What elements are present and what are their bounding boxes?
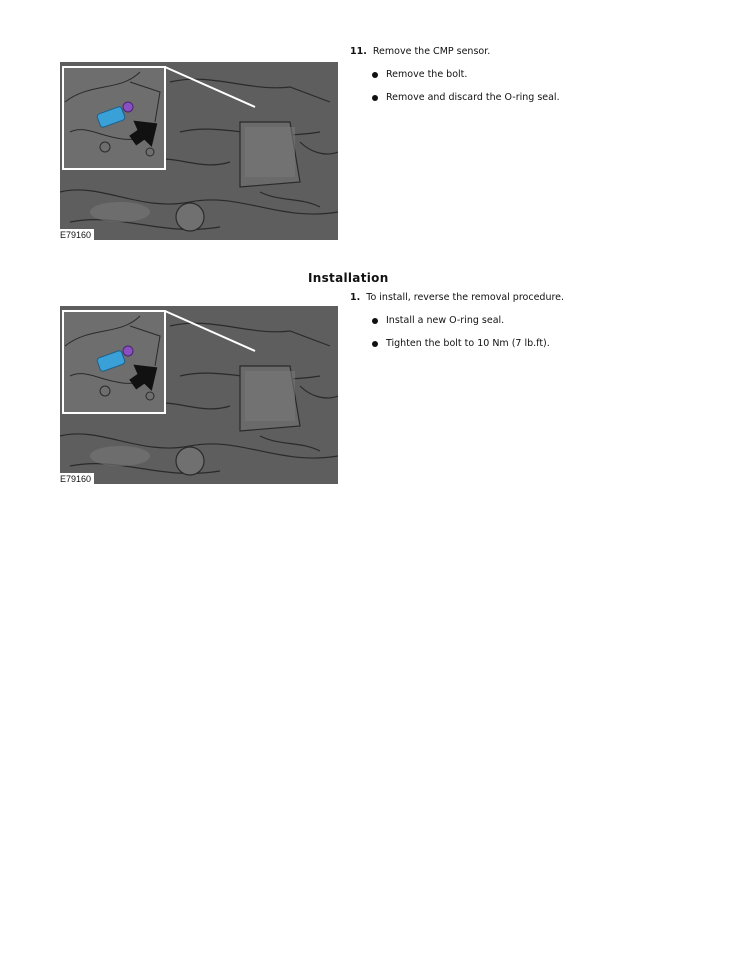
list-item: Tighten the bolt to 10 Nm (7 lb.ft). (372, 338, 550, 361)
step-number: 11. (350, 46, 367, 57)
installation-illustration (60, 306, 338, 484)
section-heading: Installation (308, 271, 389, 285)
list-item: Remove the bolt. (372, 69, 560, 92)
engine-drawing (60, 62, 338, 240)
engine-drawing (60, 306, 338, 484)
bullet-icon (372, 318, 378, 324)
installation-bullets (372, 315, 550, 361)
removal-illustration (60, 62, 338, 240)
step-number: 1. (350, 292, 361, 303)
list-item: Remove and discard the O-ring seal. (372, 92, 560, 115)
removal-bullets (372, 69, 560, 115)
figure-label: E79160 (60, 473, 94, 484)
figure-label: E79160 (60, 229, 94, 240)
bullet-icon (372, 72, 378, 78)
step-text: Remove the CMP sensor. (372, 46, 491, 57)
installation-step (350, 292, 564, 303)
bullet-icon (372, 95, 378, 101)
bullet-icon (372, 341, 378, 347)
removal-step (350, 46, 490, 57)
step-text: To install, reverse the removal procedure. (366, 292, 565, 303)
list-item: Install a new O-ring seal. (372, 315, 550, 338)
